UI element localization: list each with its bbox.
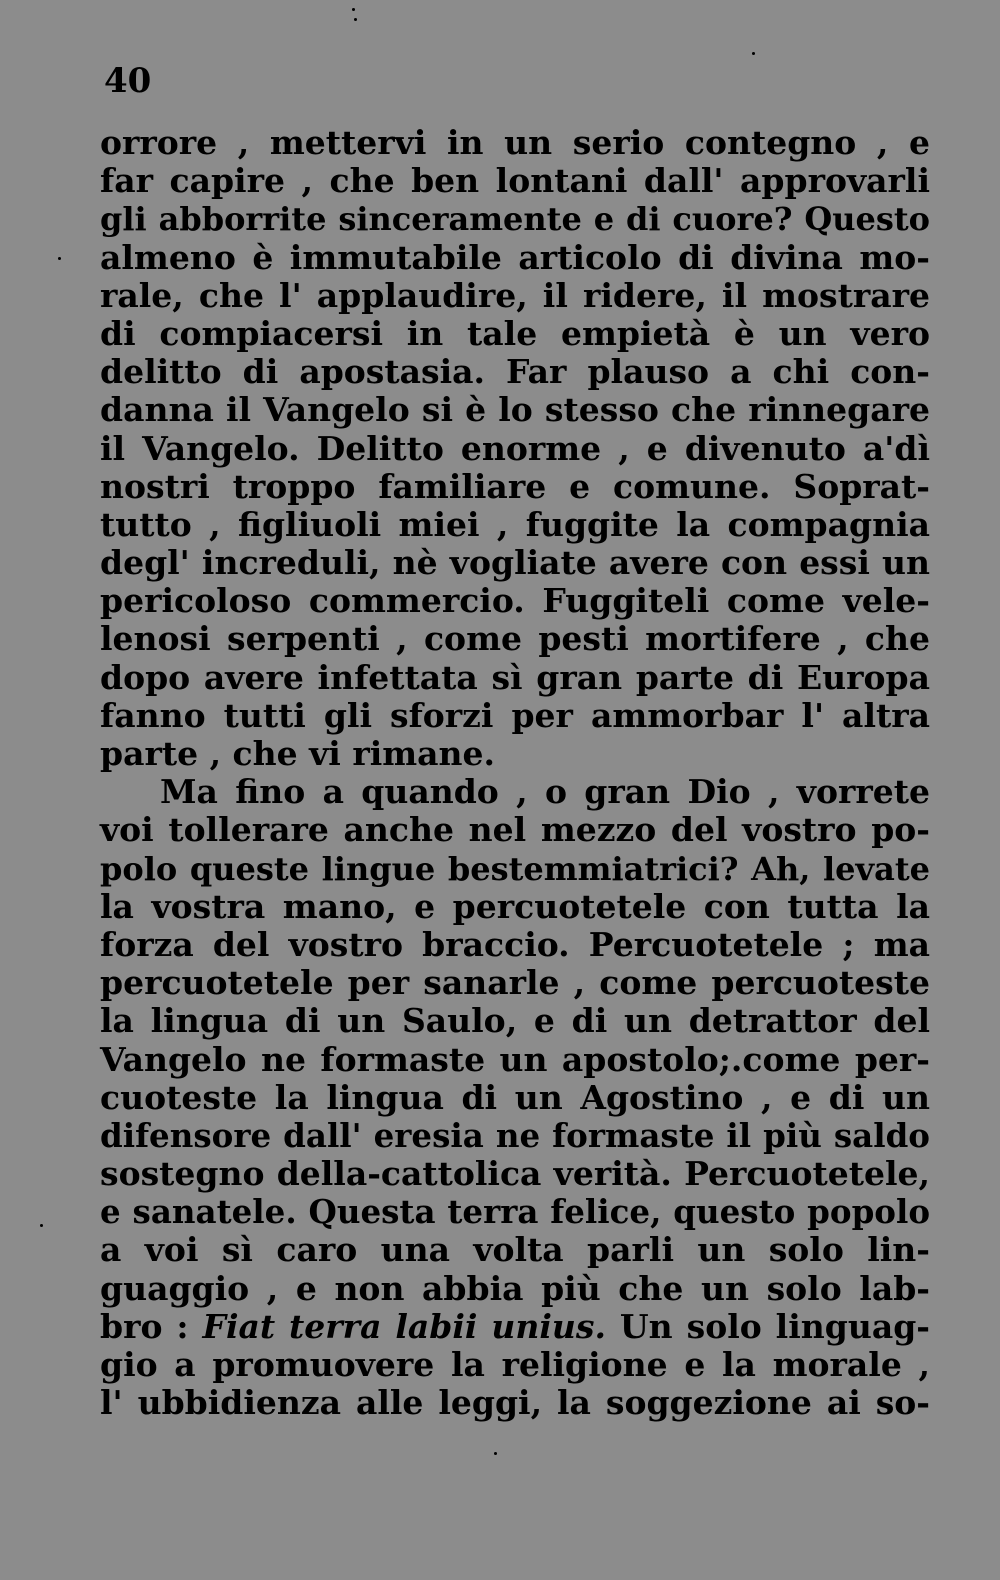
print-speck xyxy=(354,18,357,21)
text-line: delitto di apostasia. Far plauso a chi con- xyxy=(100,352,930,392)
text-line: l' ubbidienza alle leggi, la soggezione ai so- xyxy=(100,1383,930,1423)
page-number: 40 xyxy=(104,61,152,101)
text-line: di compiacersi in tale empietà è un vero xyxy=(100,313,930,353)
paragraph-start-line: Ma fino a quando , o gran Dio , vorrete xyxy=(160,772,930,812)
print-speck xyxy=(752,52,755,55)
text-line: cuoteste la lingua di un Agostino , e di un xyxy=(100,1077,930,1117)
text-line: rale, che l' applaudire, il ridere, il mostrare xyxy=(100,275,930,315)
text-line: e sanatele. Questa terra felice, questo popolo xyxy=(100,1192,930,1232)
text-line: difensore dall' eresia ne formaste il più saldo xyxy=(100,1115,930,1155)
text-line: la lingua di un Saulo, e di un detrattor del xyxy=(100,1001,930,1041)
text-line: dopo avere infettata sì gran parte di Europa xyxy=(100,657,930,697)
print-speck xyxy=(494,1452,497,1455)
latin-quote: Fiat terra labii unius. xyxy=(202,1306,606,1346)
print-speck xyxy=(58,257,61,260)
text-line: il Vangelo. Delitto enorme , e divenuto a'dì xyxy=(100,428,930,468)
text-line: a voi sì caro una volta parli un solo lin- xyxy=(100,1230,930,1270)
text-line: far capire , che ben lontani dall' approvarli xyxy=(100,161,930,201)
text-line: sostegno della-cattolica verità. Percuotetele, xyxy=(100,1154,930,1194)
text-line: danna il Vangelo si è lo stesso che rinnegare xyxy=(100,390,930,430)
text-line: degl' increduli, nè vogliate avere con essi un xyxy=(100,543,930,583)
text-line: forza del vostro braccio. Percuotetele ; ma xyxy=(100,924,930,964)
text-line: guaggio , e non abbia più che un solo lab- xyxy=(100,1268,930,1308)
body-text xyxy=(100,124,930,1422)
text-line: orrore , mettervi in un serio contegno , e xyxy=(100,123,930,162)
text-line: nostri troppo familiare e comune. Soprat- xyxy=(100,466,930,506)
print-speck xyxy=(352,8,355,11)
line-tail: Un solo linguag- xyxy=(619,1306,930,1346)
text-line: fanno tutti gli sforzi per ammorbar l' altra xyxy=(100,695,930,735)
paragraph-end-line: parte , che vi rimane. xyxy=(100,734,496,773)
text-line: gio a promuovere la religione e la morale , xyxy=(100,1345,930,1384)
text-line: gli abborrite sinceramente e di cuore? Questo xyxy=(100,200,930,239)
text-line: tutto , figliuoli miei , fuggite la compagnia xyxy=(100,504,930,544)
text-line: percuotetele per sanarle , come percuoteste xyxy=(100,963,930,1003)
print-speck xyxy=(40,1224,43,1227)
text-line: voi tollerare anche nel mezzo del vostro po- xyxy=(100,810,930,850)
latin-quote-line xyxy=(100,1308,930,1346)
text-line: lenosi serpenti , come pesti mortifere , che xyxy=(100,619,930,659)
text-line: almeno è immutabile articolo di divina mo- xyxy=(100,237,930,277)
text-line: polo queste lingue bestemmiatrici? Ah, levate xyxy=(100,849,930,888)
text-line: Vangelo ne formaste un apostolo;.come per- xyxy=(100,1039,930,1079)
text-line: pericoloso commercio. Fuggiteli come vele- xyxy=(100,581,930,621)
text-line: la vostra mano, e percuotetele con tutta la xyxy=(100,886,930,926)
line-lead: bro : xyxy=(100,1306,189,1346)
